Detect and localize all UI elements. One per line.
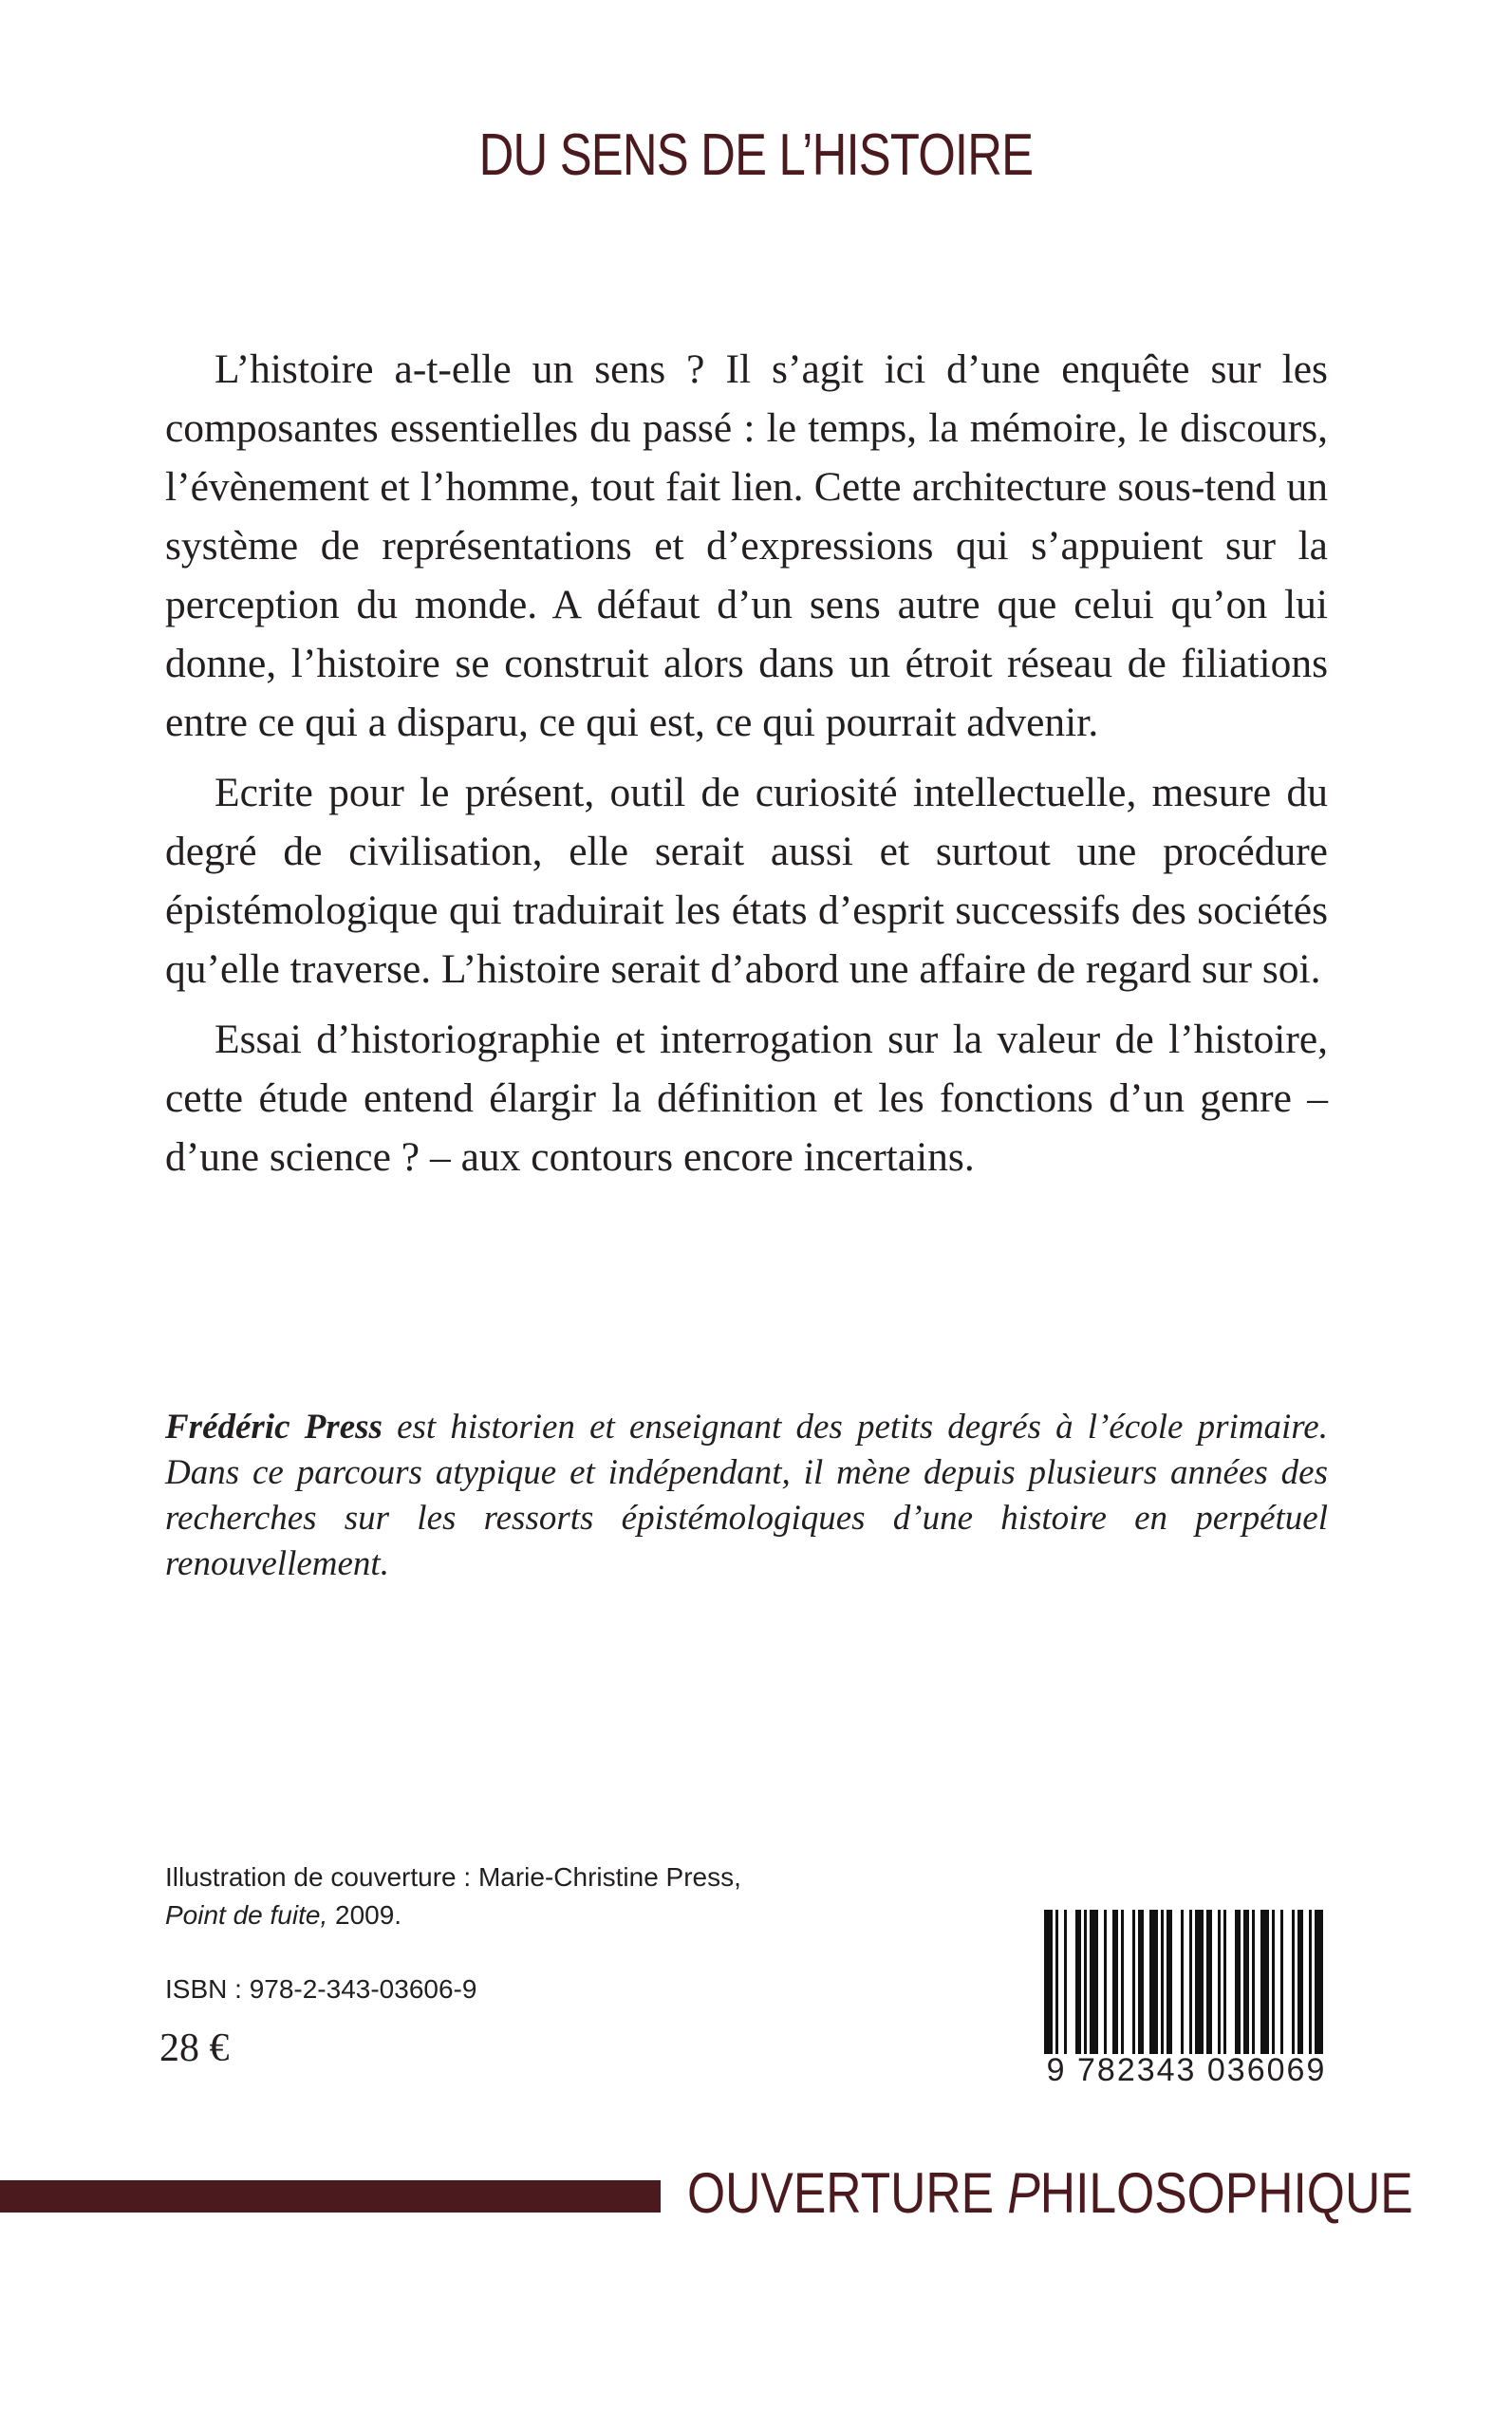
barcode-bar — [1235, 1910, 1241, 2054]
barcode-bar — [1167, 1910, 1172, 2054]
barcode-bar — [1189, 1910, 1192, 2054]
barcode-digits: 9 782343 036069 — [1046, 2052, 1327, 2088]
cover-credits — [165, 1858, 830, 1934]
author-bio — [165, 1405, 1328, 1587]
barcode-bar — [1149, 1910, 1158, 2054]
author-name: Frédéric Press — [165, 1408, 383, 1447]
barcode-bar — [1181, 1910, 1184, 2054]
barcode-bar — [1280, 1910, 1283, 2054]
barcode-bars-icon — [1044, 1910, 1329, 2054]
book-title: DU SENS DE L’HISTOIRE — [478, 122, 1034, 188]
barcode-bar — [1161, 1910, 1164, 2054]
series-name — [687, 2160, 1413, 2226]
barcode-bar — [1090, 1910, 1098, 2054]
barcode-bar — [1132, 1910, 1135, 2054]
barcode-bar — [1044, 1910, 1053, 2054]
barcode-bar — [1223, 1910, 1226, 2054]
description-paragraph: L’histoire a-t-elle un sens ? Il s’agit ici d’une enquête sur les composantes essentielles du passé : le temps, la mémoire, le discours, l’évènement et l’homme, tout fait lien. Cette architecture sous-tend un système de représentations et d’expressions qui s’appuient sur la perception du monde. A défaut d’un sens autre que celui qu’on lui donne, l’histoire se construit alors dans un étroit réseau de filiations entre ce qui a disparu, ce qui est, ce qui pourrait advenir. — [165, 346, 1328, 745]
series-accent-bar — [0, 2180, 661, 2213]
series-name-initial: P — [1007, 2161, 1040, 2225]
barcode-bar — [1315, 1910, 1323, 2054]
barcode-bar — [1138, 1910, 1144, 2054]
description-paragraph: Ecrite pour le présent, outil de curiosité intellectuelle, mesure du degré de civilisation, elle serait aussi et surtout une procédure épistémologique qui traduirait les états d’esprit successifs des sociétés qu’elle traverse. L’histoire serait d’abord une affaire de regard sur soi. — [165, 770, 1328, 992]
credits-year: 2009. — [327, 1900, 402, 1930]
barcode-bar — [1272, 1910, 1275, 2054]
barcode — [1016, 1910, 1357, 2100]
description-paragraph: Essai d’historiographie et interrogation sur la valeur de l’histoire, cette étude entend élargir la définition et les fonctions d’un genre – d’une science ? – aux contours encore incertains. — [165, 1017, 1328, 1180]
barcode-bar — [1104, 1910, 1107, 2054]
credits-work-title: Point de fuite, — [165, 1900, 328, 1930]
isbn: ISBN : 978-2-343-03606-9 — [165, 1974, 477, 2004]
barcode-bar — [1121, 1910, 1124, 2054]
credits-line: Illustration de couverture : Marie-Christine Press, — [165, 1862, 741, 1892]
barcode-bar — [1075, 1910, 1081, 2054]
barcode-bar — [1218, 1910, 1221, 2054]
author-bio-text: est historien et enseignant des petits degrés à l’école primaire. Dans ce parcours atypique et indépendant, il mène depuis plusieurs années des recherches sur les ressorts épistémologiques d’une histoire en perpétuel renouvellement. — [165, 1408, 1328, 1583]
price: 28 € — [159, 2026, 230, 2070]
barcode-bar — [1243, 1910, 1249, 2054]
book-description — [165, 340, 1328, 1198]
barcode-bar — [1206, 1910, 1212, 2054]
series-name-part: OUVERTURE — [687, 2161, 1008, 2225]
barcode-bar — [1252, 1910, 1255, 2054]
barcode-bar — [1084, 1910, 1087, 2054]
barcode-bar — [1297, 1910, 1303, 2054]
barcode-bar — [1309, 1910, 1312, 2054]
barcode-bar — [1292, 1910, 1295, 2054]
barcode-bar — [1055, 1910, 1058, 2054]
barcode-bar — [1260, 1910, 1269, 2054]
credits-work-line — [165, 1896, 830, 1934]
barcode-bar — [1112, 1910, 1118, 2054]
barcode-bar — [1064, 1910, 1067, 2054]
series-name-part: HILOSOPHIQUE — [1039, 2161, 1413, 2225]
barcode-bar — [1195, 1910, 1204, 2054]
